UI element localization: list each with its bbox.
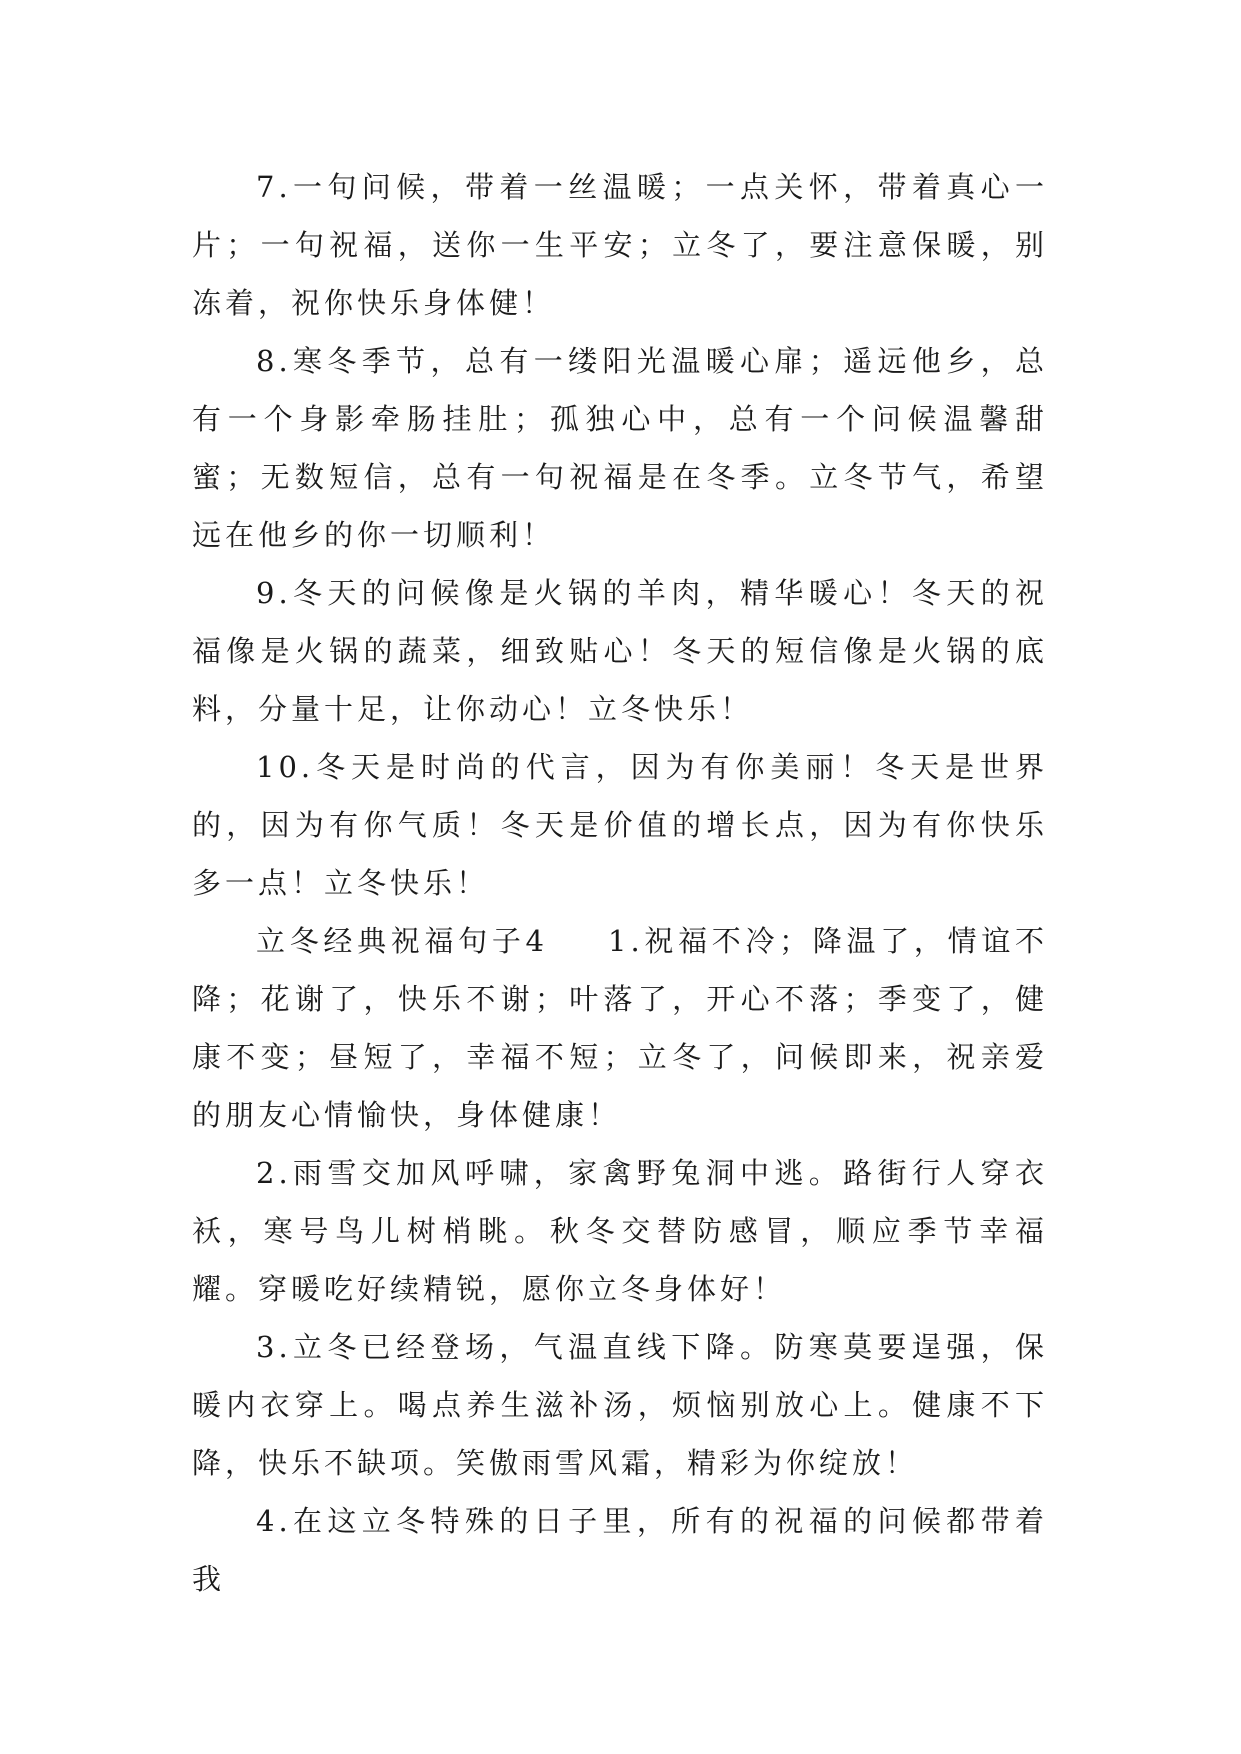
section-item-3: 3.立冬已经登场，气温直线下降。防寒莫要逞强，保暖内衣穿上。喝点养生滋补汤，烦恼别放心上。健康不下降，快乐不缺项。笑傲雨雪风霜，精彩为你绽放！ bbox=[192, 1330, 1048, 1480]
section-paragraph bbox=[192, 912, 1048, 1144]
section-heading: 立冬经典祝福句子4 bbox=[256, 924, 549, 958]
section-item-2: 2.雨雪交加风呼啸，家禽野兔洞中逃。路街行人穿衣袄，寒号鸟儿树梢眺。秋冬交替防感冒，顺应季节幸福耀。穿暖吃好续精锐，愿你立冬身体好！ bbox=[192, 1156, 1048, 1306]
paragraph-7: 7.一句问候，带着一丝温暖；一点关怀，带着真心一片；一句祝福，送你一生平安；立冬了，要注意保暖，别冻着，祝你快乐身体健！ bbox=[192, 170, 1048, 320]
paragraph-8: 8.寒冬季节，总有一缕阳光温暖心扉；遥远他乡，总有一个身影牵肠挂肚；孤独心中，总有一个问候温馨甜蜜；无数短信，总有一句祝福是在冬季。立冬节气，希望远在他乡的你一切顺利！ bbox=[192, 344, 1048, 552]
section-item-4: 4.在这立冬特殊的日子里，所有的祝福的问候都带着我 bbox=[192, 1504, 1048, 1596]
paragraph-10: 10.冬天是时尚的代言，因为有你美丽！冬天是世界的，因为有你气质！冬天是价值的增长点，因为有你快乐多一点！立冬快乐！ bbox=[192, 750, 1048, 900]
paragraph-9: 9.冬天的问候像是火锅的羊肉，精华暖心！冬天的祝福像是火锅的蔬菜，细致贴心！冬天的短信像是火锅的底料，分量十足，让你动心！立冬快乐！ bbox=[192, 576, 1048, 726]
section-item-1: 1.祝福不冷；降温了，情谊不降；花谢了，快乐不谢；叶落了，开心不落；季变了，健康不变；昼短了，幸福不短；立冬了，问候即来，祝亲爱的朋友心情愉快，身体健康！ bbox=[192, 924, 1049, 1132]
document-body bbox=[192, 158, 1048, 1608]
